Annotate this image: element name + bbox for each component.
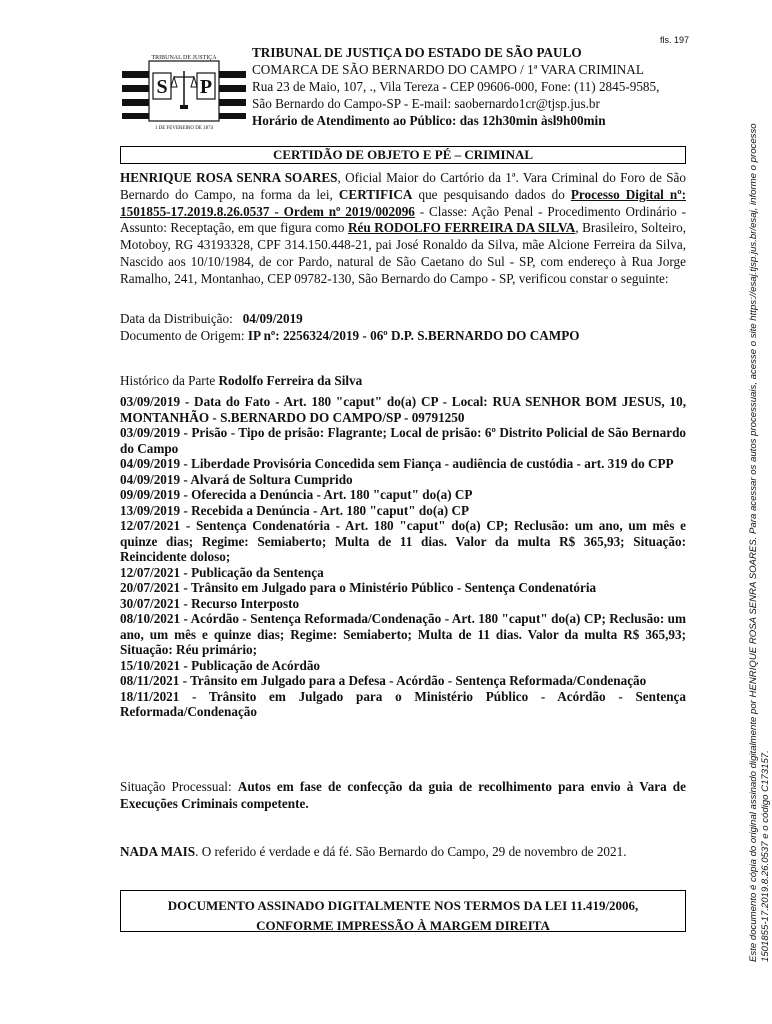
court-name: TRIBUNAL DE JUSTIÇA DO ESTADO DE SÃO PAULO: [252, 45, 582, 60]
distribution-date: 04/09/2019: [242, 311, 303, 326]
history-title: [120, 373, 362, 390]
history-event: 08/11/2021 - Trânsito em Julgado para a Defesa - Acórdão - Sentença Reformada/Condenação: [120, 673, 647, 688]
intro-text-4: , Brasileiro, Solteiro, Motoboy, RG 43193328, CPF 314.150.448-21, pai José Ronaldo da Silva, mãe Alcione Ferreira da Silva, Nascido aos 10/10/1984, de cor Pardo, natural de São Caetano do Sul - SP, com endereço à Rua Jorge Ramalho, 241, Montanhao, CEP 09782-130, São Bernardo do Campo - SP, verificou constar o seguinte:: [120, 220, 686, 286]
page-number: fls. 197: [660, 35, 690, 45]
court-header: [252, 44, 682, 129]
history-event: 12/07/2021 - Sentença Condenatória - Art. 180 "caput" do(a) CP; Reclusão: um ano, um mês e quinze dias; Regime: Semiaberto; Multa de 11 dias. Valor da multa R$ 365,93; Situação: Reincidente doloso;: [120, 518, 686, 564]
intro-text-3: - Classe: Ação Penal - Procedimento Ordinário - Assunto: Receptação, em que figura como: [120, 203, 686, 236]
court-address: Rua 23 de Maio, 107, ., Vila Tereza - CEP 09606-000, Fone: (11) 2845-9585, São Bernardo do Campo-SP - E-mail: saobernardo1cr@tjsp.jus.br: [252, 79, 660, 111]
history-event: 03/09/2019 - Data do Fato - Art. 180 "caput" do(a) CP - Local: RUA SENHOR BOM JESUS, 10, MONTANHÃO - S.BERNARDO DO CAMPO/SP - 09791250: [120, 394, 686, 425]
history-event: 04/09/2019 - Liberdade Provisória Concedida sem Fiança - audiência de custódia - art. 319 do CPP: [120, 456, 674, 471]
court-seal-logo: [122, 47, 246, 131]
process-situation: [120, 779, 686, 813]
history-label: Histórico da Parte: [120, 373, 216, 388]
intro-text-2: que pesquisando dados do: [412, 186, 571, 202]
logo-bottom-text: 1 DE FEVEREIRO DE 1874: [154, 126, 214, 131]
history-event: 30/07/2021 - Recurso Interposto: [120, 595, 300, 611]
document-title: CERTIDÃO DE OBJETO E PÉ – CRIMINAL: [120, 146, 686, 164]
origin-value: IP nº: 2256324/2019 - 06º D.P. S.BERNARDO DO CAMPO: [247, 327, 580, 343]
signature-notice-box: [120, 890, 686, 932]
signature-line-2: CONFORME IMPRESSÃO À MARGEM DIREITA: [256, 918, 550, 933]
history-event: 08/10/2021 - Acórdão - Sentença Reformada/Condenação - Art. 180 "caput" do(a) CP; Reclusão: um ano, um mês e quinze dias; Regime: Semiaberto; Multa de 11 dias. Valor da multa R$ 365,93; Situação: Réu primário;: [120, 611, 686, 657]
court-hours: Horário de Atendimento ao Público: das 12h30min àsl9h00min: [252, 113, 606, 128]
signature-line-1: DOCUMENTO ASSINADO DIGITALMENTE NOS TERMOS DA LEI 11.419/2006,: [167, 898, 639, 913]
closing-text: . O referido é verdade e dá fé. São Bernardo do Campo, 29 de novembro de 2021.: [195, 844, 627, 859]
distribution-label: Data da Distribuição:: [120, 311, 233, 326]
history-event: 13/09/2019 - Recebida a Denúncia - Art. 180 "caput" do(a) CP: [120, 502, 470, 518]
situation-label: Situação Processual:: [120, 779, 232, 794]
closing-statement: [120, 844, 686, 861]
process-number: Processo Digital nº: 1501855-17.2019.8.26.0537 - Ordem nº 2019/002096: [120, 186, 686, 219]
distribution-info: [120, 311, 686, 345]
official-name: HENRIQUE ROSA SENRA SOARES: [120, 170, 338, 185]
history-event: 20/07/2021 - Trânsito em Julgado para o Ministério Público - Sentença Condenatória: [120, 580, 597, 595]
logo-letter-p: P: [199, 76, 213, 98]
certifica-word: CERTIFICA: [338, 186, 413, 202]
history-event: 15/10/2021 - Publicação de Acórdão: [120, 657, 321, 673]
logo-top-text: TRIBUNAL DE JUSTIÇA: [151, 55, 217, 61]
history-event: 03/09/2019 - Prisão - Tipo de prisão: Flagrante; Local de prisão: 6º Distrito Policial de São Bernardo do Campo: [120, 425, 686, 456]
closing-bold: NADA MAIS: [120, 844, 196, 859]
history-event: 09/09/2019 - Oferecida a Denúncia - Art. 180 "caput" do(a) CP: [120, 487, 473, 502]
certificate-intro: [120, 170, 686, 288]
origin-label: Documento de Origem:: [120, 327, 245, 343]
comarca-line: COMARCA DE SÃO BERNARDO DO CAMPO / 1ª VARA CRIMINAL: [252, 62, 644, 77]
intro-text-1: , Oficial Maior do Cartório da 1ª. Vara Criminal do Foro de São Bernardo do Campo, na forma da lei,: [120, 170, 686, 202]
logo-letter-s: S: [156, 76, 168, 98]
history-event: 12/07/2021 - Publicação da Sentença: [120, 564, 324, 580]
defendant-name: Réu RODOLFO FERREIRA DA SILVA: [348, 220, 576, 236]
history-party: Rodolfo Ferreira da Silva: [218, 373, 363, 388]
history-events: [120, 394, 686, 720]
margin-verification-note: Este documento é cópia do original assinado digitalmente por HENRIQUE ROSA SENRA SOARES. Para acessar os autos processuais, acesse o site https://esaj.tjsp.jus.br/esaj, informe o processo 1501855-17.2019.8.26.0537 e o código C173157.: [748, 123, 771, 962]
situation-value: Autos em fase de confecção da guia de recolhimento para envio à Vara de Execuções Criminais competente.: [120, 779, 686, 811]
history-event: 18/11/2021 - Trânsito em Julgado para o Ministério Público - Acórdão - Sentença Reformada/Condenação: [120, 688, 686, 719]
history-event: 04/09/2019 - Alvará de Soltura Cumprido: [120, 471, 353, 487]
